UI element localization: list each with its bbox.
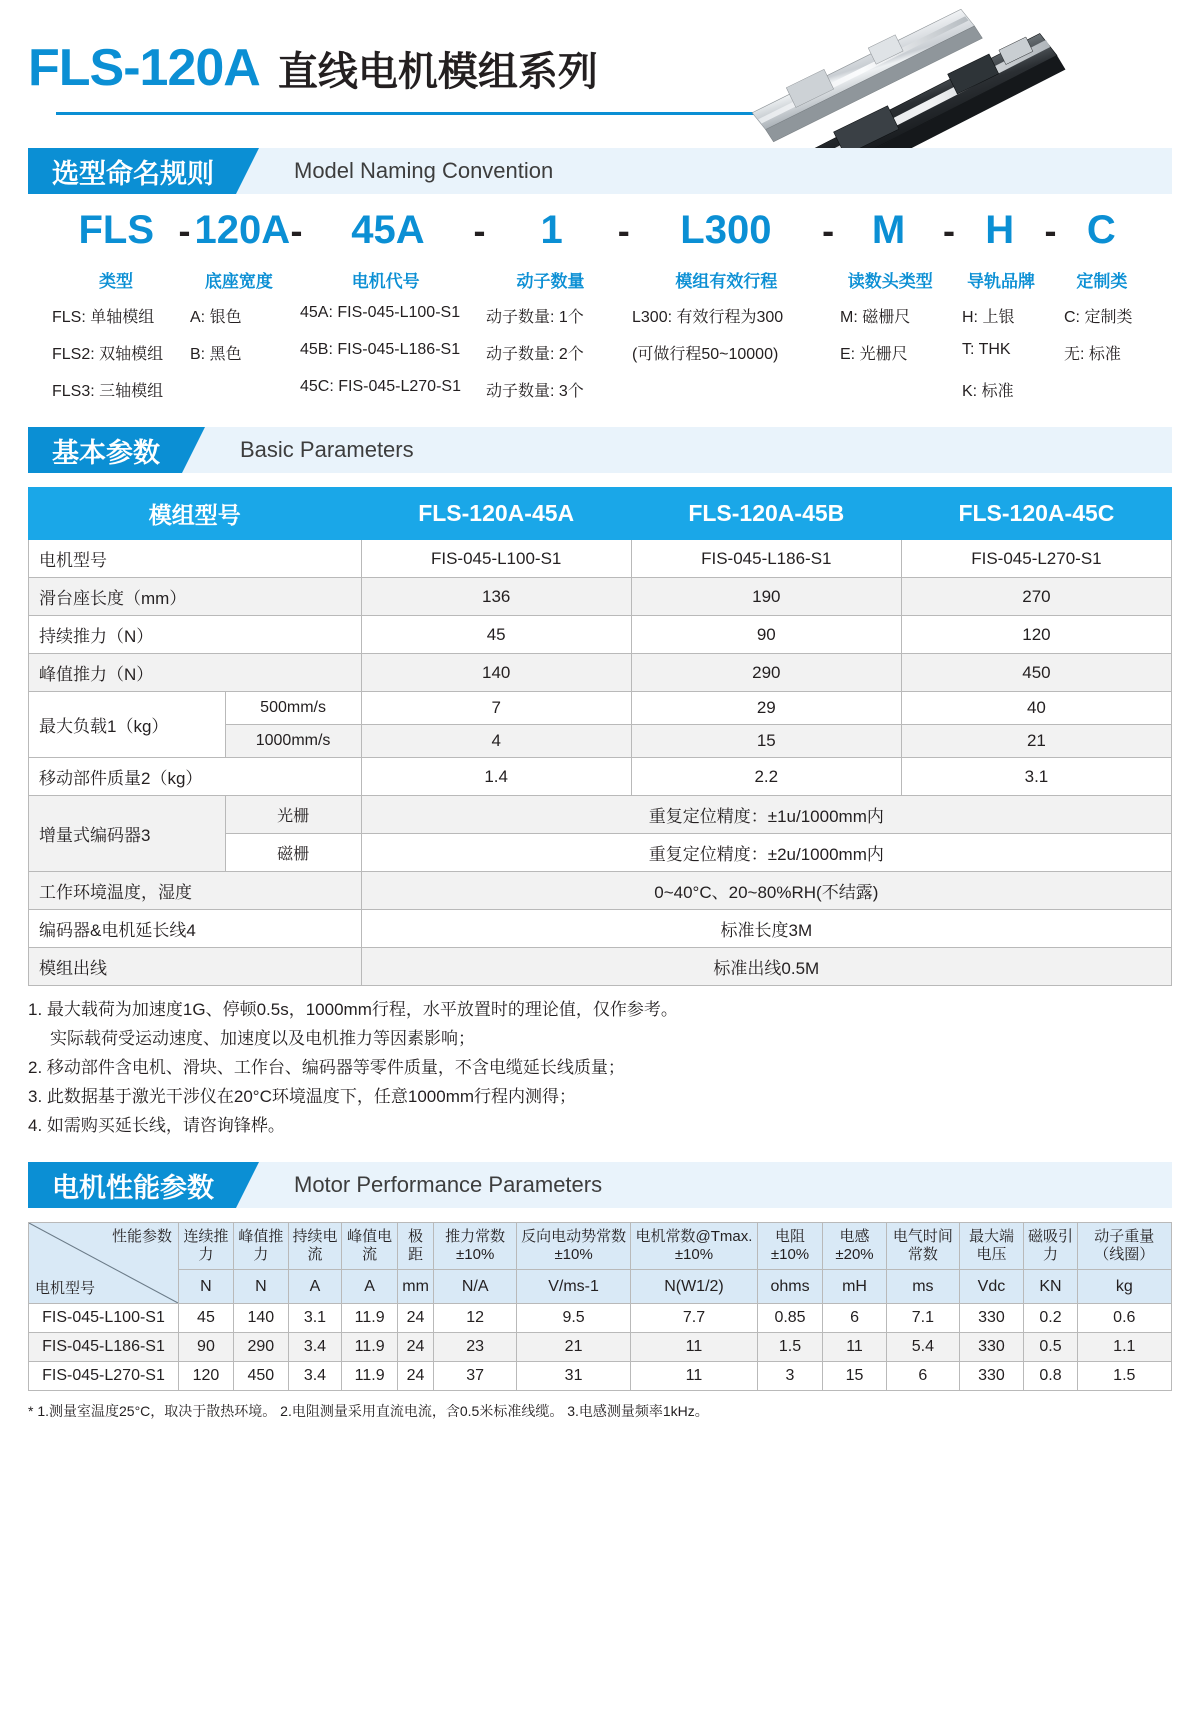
code-segment-slider-count: 1 bbox=[540, 208, 563, 252]
cell-value: 3.4 bbox=[288, 1333, 341, 1362]
cell-span-value: 0~40°C、20~80%RH(不结露) bbox=[361, 872, 1171, 910]
naming-desc: K: 标准 bbox=[962, 383, 1014, 400]
cell-span-value: 标准长度3M bbox=[361, 910, 1171, 948]
motor-unit: mm bbox=[398, 1270, 434, 1304]
cell-value: 11 bbox=[822, 1333, 886, 1362]
motor-unit: KN bbox=[1024, 1270, 1077, 1304]
motor-header: 连续推力 bbox=[179, 1223, 234, 1270]
row-label: 峰值推力（N） bbox=[29, 654, 362, 692]
motor-table-footnote: * 1.测量室温度25°C，取决于散热环境。 2.电阻测量采用直流电流，含0.5米标准线缆。 3.电感测量频率1kHz。 bbox=[28, 1403, 709, 1420]
table-row bbox=[29, 540, 1172, 578]
motor-unit: Vdc bbox=[959, 1270, 1024, 1304]
cell-value: 7 bbox=[361, 692, 631, 725]
cell-value: 15 bbox=[822, 1362, 886, 1391]
naming-label-base-width: 底座宽度 bbox=[204, 272, 273, 291]
motor-unit: A bbox=[288, 1270, 341, 1304]
cell-value: 11.9 bbox=[342, 1333, 398, 1362]
cell-value: 11 bbox=[630, 1333, 757, 1362]
code-dash: - bbox=[617, 209, 630, 251]
motor-header: 磁吸引力 bbox=[1024, 1223, 1077, 1270]
code-segment-base-width: 120A bbox=[194, 208, 291, 252]
code-segment-encoder-head: M bbox=[871, 208, 906, 252]
cell-value: 3.4 bbox=[288, 1362, 341, 1391]
section-motor-en: Motor Performance Parameters bbox=[236, 1162, 1172, 1208]
note-item: 实际载荷受运动速度、加速度以及电机推力等因素影响； bbox=[50, 1029, 475, 1049]
naming-desc: L300: 有效行程为300 bbox=[632, 309, 784, 326]
cell-value: 1.5 bbox=[1077, 1362, 1171, 1391]
cell-value: 0.85 bbox=[758, 1304, 823, 1333]
naming-desc: 45B: FIS-045-L186-S1 bbox=[300, 341, 461, 358]
cell-value: 290 bbox=[631, 654, 901, 692]
section-basic-tab: 基本参数 bbox=[28, 427, 182, 473]
motor-header: 电感±20% bbox=[822, 1223, 886, 1270]
motor-unit: N bbox=[233, 1270, 288, 1304]
naming-label-encoder-head: 读数头类型 bbox=[847, 272, 933, 291]
cell-value: 6 bbox=[887, 1362, 959, 1391]
corner-label-bottom: 电机型号 bbox=[35, 1280, 96, 1298]
section-naming-en: Model Naming Convention bbox=[236, 148, 1172, 194]
code-segment-stroke: L300 bbox=[680, 208, 772, 252]
naming-desc: H: 上银 bbox=[962, 309, 1015, 326]
motor-header: 电机常数@Tmax.±10% bbox=[630, 1223, 757, 1270]
page-header bbox=[28, 0, 1172, 130]
section-motor-tab: 电机性能参数 bbox=[28, 1162, 236, 1208]
table-row bbox=[29, 948, 1172, 986]
naming-desc: A: 银色 bbox=[190, 309, 242, 326]
row-label: 模组出线 bbox=[29, 948, 362, 986]
table-header-row bbox=[29, 1223, 1172, 1270]
cell-value: 15 bbox=[631, 725, 901, 758]
cell-value: 330 bbox=[959, 1304, 1024, 1333]
basic-parameters-table bbox=[28, 487, 1172, 986]
motor-header: 最大端电压 bbox=[959, 1223, 1024, 1270]
cell-value: 330 bbox=[959, 1333, 1024, 1362]
header-model: 模组型号 bbox=[29, 488, 362, 540]
motor-unit: N/A bbox=[433, 1270, 516, 1304]
section-naming bbox=[28, 148, 1172, 194]
section-basic bbox=[28, 427, 1172, 473]
table-row bbox=[29, 910, 1172, 948]
cell-value: 3.1 bbox=[901, 758, 1171, 796]
cell-value: 120 bbox=[179, 1362, 234, 1391]
row-label: 编码器&电机延长线4 bbox=[29, 910, 362, 948]
code-dash: - bbox=[1044, 209, 1057, 251]
cell-span-value: 标准出线0.5M bbox=[361, 948, 1171, 986]
note-item: 4. 如需购买延长线，请咨询锋桦。 bbox=[28, 1116, 285, 1136]
motor-header: 峰值推力 bbox=[233, 1223, 288, 1270]
cell-value: 140 bbox=[233, 1304, 288, 1333]
note-item: 1. 最大载荷为加速度1G、停顿0.5s，1000mm行程，水平放置时的理论值，仅作参考。 bbox=[28, 1000, 678, 1019]
cell-value: 12 bbox=[433, 1304, 516, 1333]
naming-desc: FLS: 单轴模组 bbox=[52, 309, 155, 326]
cell-value: 11.9 bbox=[342, 1362, 398, 1391]
cell-value: 37 bbox=[433, 1362, 516, 1391]
cell-value: 4 bbox=[361, 725, 631, 758]
cell-value: 29 bbox=[631, 692, 901, 725]
motor-header: 电气时间常数 bbox=[887, 1223, 959, 1270]
cell-value: 290 bbox=[233, 1333, 288, 1362]
cell-value: 3 bbox=[758, 1362, 823, 1391]
cell-span-value: 重复定位精度：±1u/1000mm内 bbox=[361, 796, 1171, 834]
cell-value: 7.7 bbox=[630, 1304, 757, 1333]
row-sublabel: 500mm/s bbox=[225, 692, 361, 725]
cell-value: 5.4 bbox=[887, 1333, 959, 1362]
cell-value: 450 bbox=[901, 654, 1171, 692]
naming-desc: FLS2: 双轴模组 bbox=[52, 346, 164, 363]
cell-value: FIS-045-L186-S1 bbox=[631, 540, 901, 578]
motor-unit: ms bbox=[887, 1270, 959, 1304]
table-row bbox=[29, 616, 1172, 654]
naming-desc: C: 定制类 bbox=[1064, 309, 1133, 326]
note-item: 2. 移动部件含电机、滑块、工作台、编码器等零件质量，不含电缆延长线质量； bbox=[28, 1058, 625, 1078]
cell-value: 31 bbox=[517, 1362, 630, 1391]
table-row bbox=[29, 1362, 1172, 1391]
motor-header: 持续电流 bbox=[288, 1223, 341, 1270]
cell-value: 6 bbox=[822, 1304, 886, 1333]
row-sublabel: 光栅 bbox=[225, 796, 361, 834]
cell-value: 90 bbox=[631, 616, 901, 654]
code-segment-custom: C bbox=[1086, 208, 1116, 252]
code-segment-type: FLS bbox=[78, 208, 154, 252]
header-45c: FLS-120A-45C bbox=[901, 488, 1171, 540]
naming-desc: 动子数量: 2个 bbox=[486, 346, 584, 363]
cell-value: 23 bbox=[433, 1333, 516, 1362]
table-row bbox=[29, 872, 1172, 910]
row-sublabel: 1000mm/s bbox=[225, 725, 361, 758]
cell-value: 450 bbox=[233, 1362, 288, 1391]
table-row bbox=[29, 1304, 1172, 1333]
naming-desc: 动子数量: 1个 bbox=[486, 309, 584, 326]
section-basic-en: Basic Parameters bbox=[182, 427, 1172, 473]
naming-convention bbox=[28, 208, 1172, 401]
motor-header: 推力常数±10% bbox=[433, 1223, 516, 1270]
cell-value: 7.1 bbox=[887, 1304, 959, 1333]
row-sublabel: 磁栅 bbox=[225, 834, 361, 872]
row-label: 电机型号 bbox=[29, 540, 362, 578]
table-header-row bbox=[29, 488, 1172, 540]
motor-performance-table bbox=[28, 1222, 1172, 1391]
motor-unit: A bbox=[342, 1270, 398, 1304]
table-row bbox=[29, 1333, 1172, 1362]
naming-desc bbox=[840, 378, 944, 401]
code-segment-motor: 45A bbox=[351, 208, 425, 252]
naming-desc: M: 磁栅尺 bbox=[840, 309, 911, 326]
naming-desc-row bbox=[48, 304, 1152, 327]
naming-desc: 45A: FIS-045-L100-S1 bbox=[300, 304, 461, 321]
cell-value: 140 bbox=[361, 654, 631, 692]
motor-unit: mH bbox=[822, 1270, 886, 1304]
code-dash: - bbox=[473, 209, 486, 251]
motor-header: 动子重量（线圈） bbox=[1077, 1223, 1171, 1270]
cell-value: 21 bbox=[901, 725, 1171, 758]
section-naming-tab: 选型命名规则 bbox=[28, 148, 236, 194]
title-model: FLS-120A bbox=[28, 39, 260, 97]
cell-value: 45 bbox=[361, 616, 631, 654]
naming-label-rail-brand: 导轨品牌 bbox=[967, 272, 1036, 291]
cell-value: FIS-045-L270-S1 bbox=[901, 540, 1171, 578]
cell-value: 11.9 bbox=[342, 1304, 398, 1333]
motor-model: FIS-045-L186-S1 bbox=[29, 1333, 179, 1362]
naming-desc: 无: 标准 bbox=[1064, 346, 1121, 363]
cell-value: 0.6 bbox=[1077, 1304, 1171, 1333]
table-row bbox=[29, 796, 1172, 834]
cell-value: 0.5 bbox=[1024, 1333, 1077, 1362]
row-label: 工作环境温度，湿度 bbox=[29, 872, 362, 910]
naming-desc bbox=[190, 378, 282, 401]
naming-label-custom: 定制类 bbox=[1076, 272, 1128, 291]
cell-value: 3.1 bbox=[288, 1304, 341, 1333]
cell-value: 1.4 bbox=[361, 758, 631, 796]
cell-value: 1.5 bbox=[758, 1333, 823, 1362]
cell-value: 0.8 bbox=[1024, 1362, 1077, 1391]
cell-value: 330 bbox=[959, 1362, 1024, 1391]
motor-unit: N bbox=[179, 1270, 234, 1304]
naming-desc: FLS3: 三轴模组 bbox=[52, 383, 164, 400]
table-units-row bbox=[29, 1270, 1172, 1304]
row-label-encoder: 增量式编码器3 bbox=[29, 796, 226, 872]
naming-desc: E: 光栅尺 bbox=[840, 346, 908, 363]
cell-value: 1.1 bbox=[1077, 1333, 1171, 1362]
cell-value: 9.5 bbox=[517, 1304, 630, 1333]
cell-value: 45 bbox=[179, 1304, 234, 1333]
cell-value: 21 bbox=[517, 1333, 630, 1362]
row-label-max-load: 最大负载1（kg） bbox=[29, 692, 226, 758]
naming-labels-row bbox=[48, 267, 1152, 292]
naming-code-row bbox=[48, 208, 1152, 253]
cell-value: 24 bbox=[398, 1304, 434, 1333]
motor-unit: V/ms-1 bbox=[517, 1270, 630, 1304]
cell-value: 90 bbox=[179, 1333, 234, 1362]
cell-value: 24 bbox=[398, 1333, 434, 1362]
naming-label-slider-count: 动子数量 bbox=[516, 272, 585, 291]
note-item: 3. 此数据基于激光干涉仪在20°C环境温度下，任意1000mm行程内测得； bbox=[28, 1087, 577, 1107]
naming-desc-row bbox=[48, 378, 1152, 401]
naming-descriptions bbox=[48, 304, 1152, 401]
header-rule bbox=[56, 112, 756, 115]
code-dash: - bbox=[942, 209, 955, 251]
motor-model: FIS-045-L100-S1 bbox=[29, 1304, 179, 1333]
table-row bbox=[29, 578, 1172, 616]
cell-value: FIS-045-L100-S1 bbox=[361, 540, 631, 578]
motor-header: 峰值电流 bbox=[342, 1223, 398, 1270]
code-segment-rail-brand: H bbox=[985, 208, 1015, 252]
row-label: 滑台座长度（mm） bbox=[29, 578, 362, 616]
motor-header: 极距 bbox=[398, 1223, 434, 1270]
naming-desc-row bbox=[48, 341, 1152, 364]
naming-desc bbox=[632, 378, 822, 401]
motor-unit: N(W1/2) bbox=[630, 1270, 757, 1304]
table-row bbox=[29, 654, 1172, 692]
naming-desc: B: 黑色 bbox=[190, 346, 242, 363]
naming-label-stroke: 模组有效行程 bbox=[675, 272, 778, 291]
header-45b: FLS-120A-45B bbox=[631, 488, 901, 540]
table-row bbox=[29, 758, 1172, 796]
basic-table-notes bbox=[28, 996, 1172, 1140]
title-series: 直线电机模组系列 bbox=[277, 50, 598, 94]
row-label: 移动部件质量2（kg） bbox=[29, 758, 362, 796]
naming-label-motor: 电机代号 bbox=[351, 272, 420, 291]
motor-header-corner bbox=[29, 1223, 179, 1304]
motor-unit: kg bbox=[1077, 1270, 1171, 1304]
corner-label-top: 性能参数 bbox=[111, 1228, 172, 1246]
header-45a: FLS-120A-45A bbox=[361, 488, 631, 540]
naming-desc bbox=[1064, 378, 1148, 401]
motor-unit: ohms bbox=[758, 1270, 823, 1304]
cell-value: 136 bbox=[361, 578, 631, 616]
cell-value: 24 bbox=[398, 1362, 434, 1391]
cell-value: 120 bbox=[901, 616, 1171, 654]
code-dash: - bbox=[178, 209, 191, 251]
cell-value: 270 bbox=[901, 578, 1171, 616]
cell-value: 40 bbox=[901, 692, 1171, 725]
cell-value: 190 bbox=[631, 578, 901, 616]
cell-value: 0.2 bbox=[1024, 1304, 1077, 1333]
naming-desc: 45C: FIS-045-L270-S1 bbox=[300, 378, 461, 395]
cell-span-value: 重复定位精度：±2u/1000mm内 bbox=[361, 834, 1171, 872]
naming-desc: 动子数量: 3个 bbox=[486, 383, 584, 400]
code-dash: - bbox=[290, 209, 303, 251]
motor-header: 电阻±10% bbox=[758, 1223, 823, 1270]
naming-label-type: 类型 bbox=[99, 272, 133, 291]
naming-desc: (可做行程50~10000) bbox=[632, 346, 779, 363]
motor-model: FIS-045-L270-S1 bbox=[29, 1362, 179, 1391]
naming-desc: T: THK bbox=[962, 341, 1011, 358]
code-dash: - bbox=[822, 209, 835, 251]
table-row bbox=[29, 692, 1172, 725]
cell-value: 11 bbox=[630, 1362, 757, 1391]
cell-value: 2.2 bbox=[631, 758, 901, 796]
section-motor bbox=[28, 1162, 1172, 1208]
motor-header: 反向电动势常数±10% bbox=[517, 1223, 630, 1270]
row-label: 持续推力（N） bbox=[29, 616, 362, 654]
